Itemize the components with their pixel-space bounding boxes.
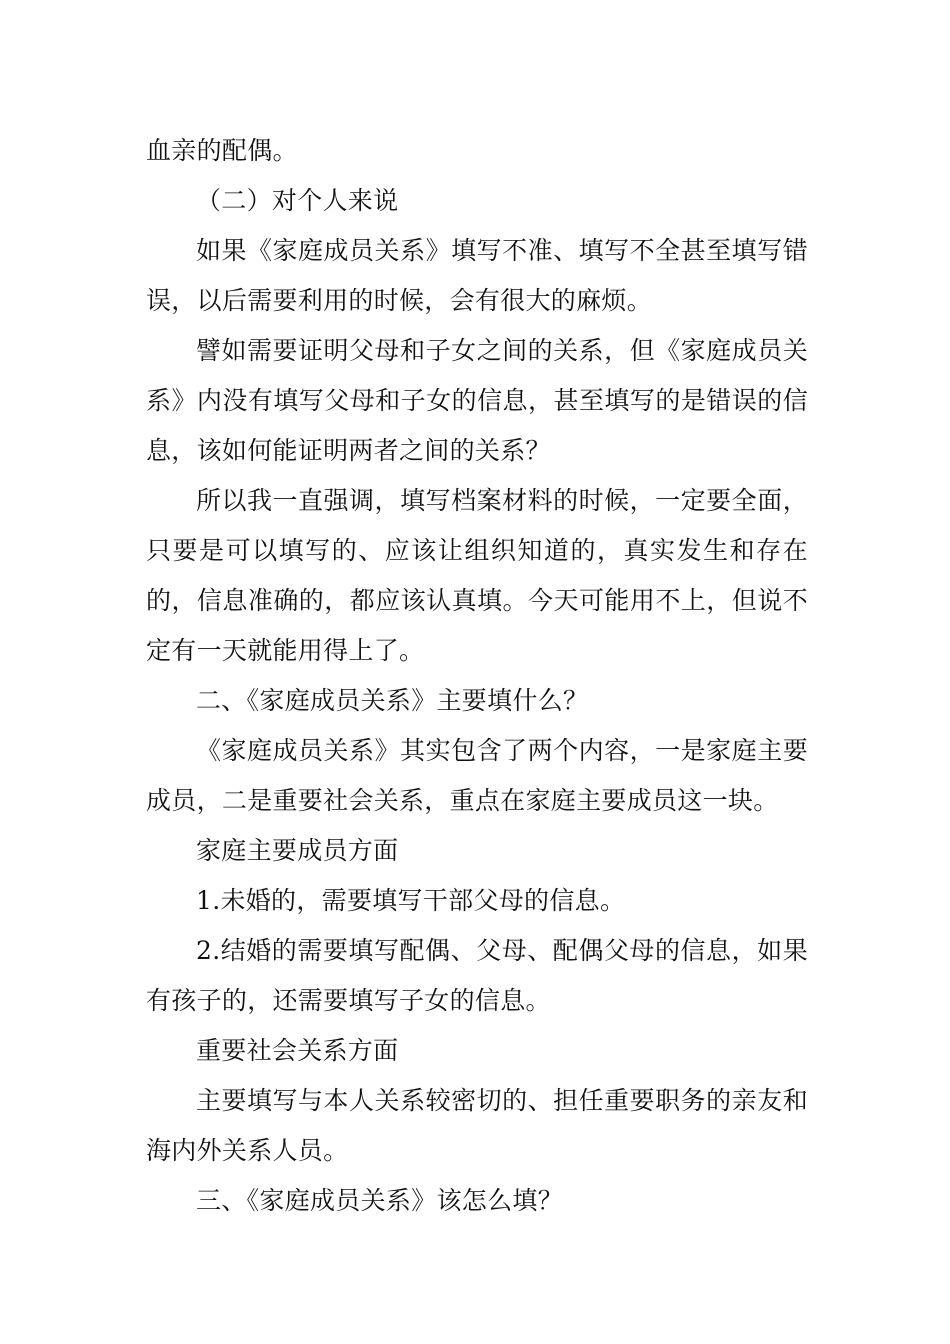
list-item-married: 2.结婚的需要填写配偶、父母、配偶父母的信息，如果有孩子的，还需要填写子女的信息。 [146, 936, 808, 1015]
document-body [146, 126, 808, 1226]
heading-section-three: 三、《家庭成员关系》该怎么填？ [196, 1186, 564, 1215]
paragraph-continuation: 血亲的配偶。 [146, 136, 298, 165]
subheading-social-relations: 重要社会关系方面 [196, 1036, 399, 1065]
paragraph-emphasis: 所以我一直强调，填写档案材料的时候，一定要全面，只要是可以填写的、应该让组织知道的，真实发生和存在的，信息准确的，都应该认真填。今天可能用不上，但说不定有一天就能用得上了。 [146, 486, 808, 665]
paragraph-example: 譬如需要证明父母和子女之间的关系，但《家庭成员关系》内没有填写父母和子女的信息，甚至填写的是错误的信息，该如何能证明两者之间的关系？ [146, 336, 808, 465]
subheading-family-members: 家庭主要成员方面 [196, 836, 399, 865]
list-item-unmarried: 1.未婚的，需要填写干部父母的信息。 [196, 886, 626, 915]
heading-section-two: 二、《家庭成员关系》主要填什么？ [196, 686, 589, 715]
subheading-personal: （二）对个人来说 [196, 186, 399, 215]
paragraph-inaccurate-filling: 如果《家庭成员关系》填写不准、填写不全甚至填写错误，以后需要利用的时候，会有很大的麻烦。 [146, 236, 808, 315]
paragraph-contents: 《家庭成员关系》其实包含了两个内容，一是家庭主要成员，二是重要社会关系，重点在家庭主要成员这一块。 [146, 736, 808, 815]
paragraph-social-relations: 主要填写与本人关系较密切的、担任重要职务的亲友和海内外关系人员。 [146, 1086, 808, 1165]
